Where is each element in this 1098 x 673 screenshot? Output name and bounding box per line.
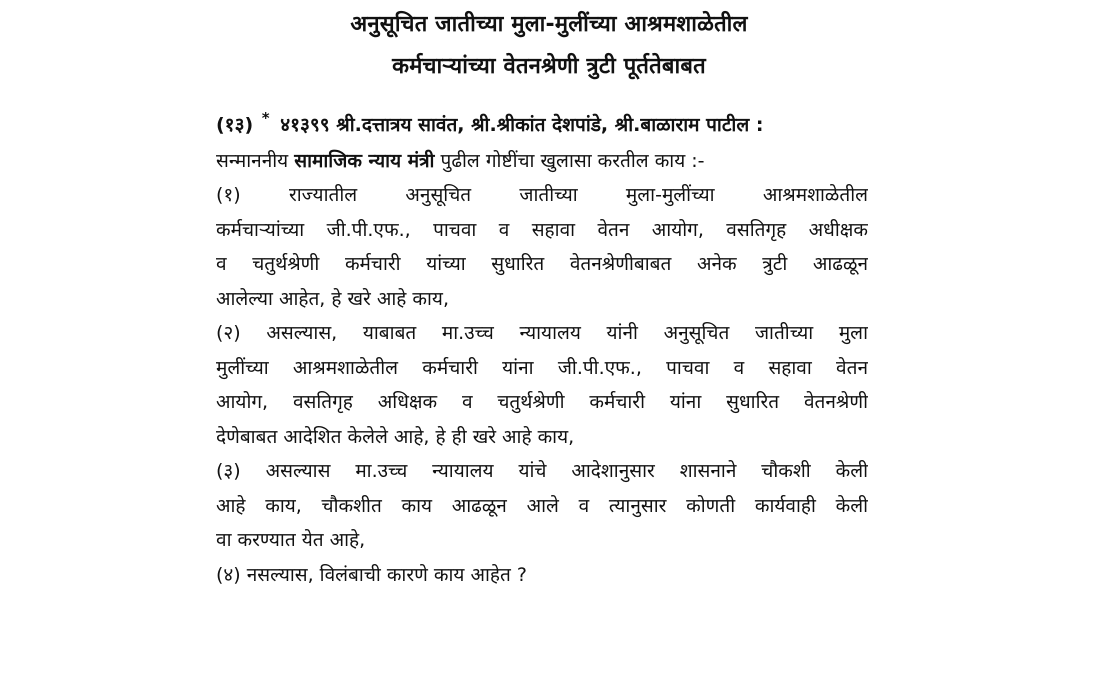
question-line-12: (४) नसल्यास, विलंबाची कारणे काय आहेत ? (216, 563, 527, 586)
intro-prefix: सन्माननीय (216, 149, 295, 172)
starred-question-marker: * (261, 109, 270, 127)
question-line-11: वा करण्यात येत आहे, (216, 529, 366, 551)
question-line-6: मुलींच्या आश्रमशाळेतील कर्मचारी यांना जी.पी.एफ., पाचवा व सहावा वेतन (216, 356, 868, 379)
question-intro (216, 144, 868, 179)
question-body (216, 108, 868, 592)
question-header (216, 108, 868, 144)
question-line-7: आयोग, वसतिगृह अधिक्षक व चतुर्थश्रेणी कर्मचारी यांना सुधारित वेतनश्रेणी (216, 391, 868, 413)
intro-suffix: पुढील गोष्टींचा खुलासा करतील काय :- (434, 149, 705, 172)
question-line-1: (१) राज्यातील अनुसूचित जातीच्या मुला-मुलींच्या आश्रमशाळेतील (216, 184, 868, 206)
question-line-9: (३) असल्यास मा.उच्च न्यायालय यांचे आदेशानुसार शासनाने चौकशी केली (216, 460, 868, 482)
question-line-4: आलेल्या आहेत, हे खरे आहे काय, (216, 287, 449, 310)
question-line-8: देणेबाबत आदेशित केलेले आहे, हे ही खरे आहे काय, (216, 425, 575, 448)
question-line-2: कर्मचाऱ्यांच्या जी.पी.एफ., पाचवा व सहावा वेतन आयोग, वसतिगृह अधीक्षक (216, 218, 868, 241)
minister-name: सामाजिक न्याय मंत्री (294, 149, 435, 172)
document-title-line-1: अनुसूचित जातीच्या मुला-मुलींच्या आश्रमशाळेतील (350, 12, 748, 37)
document-title-line-2: कर्मचाऱ्यांच्या वेतनश्रेणी त्रुटी पूर्ततेबाबत (392, 54, 706, 79)
question-line-5: (२) असल्यास, याबाबत मा.उच्च न्यायालय यांनी अनुसूचित जातीच्या मुला (216, 322, 868, 344)
question-line-10: आहे काय, चौकशीत काय आढळून आले व त्यानुसार कोणती कार्यवाही केली (216, 494, 868, 517)
question-number-and-members: ४१३९९ श्री.दत्तात्रय सावंत, श्री.श्रीकांत देशपांडे, श्री.बाळाराम पाटील : (280, 114, 764, 136)
question-line-3: व चतुर्थश्रेणी कर्मचारी यांच्या सुधारित वेतनश्रेणीबाबत अनेक त्रुटी आढळून (216, 253, 868, 275)
question-serial: (१३) (216, 114, 254, 136)
